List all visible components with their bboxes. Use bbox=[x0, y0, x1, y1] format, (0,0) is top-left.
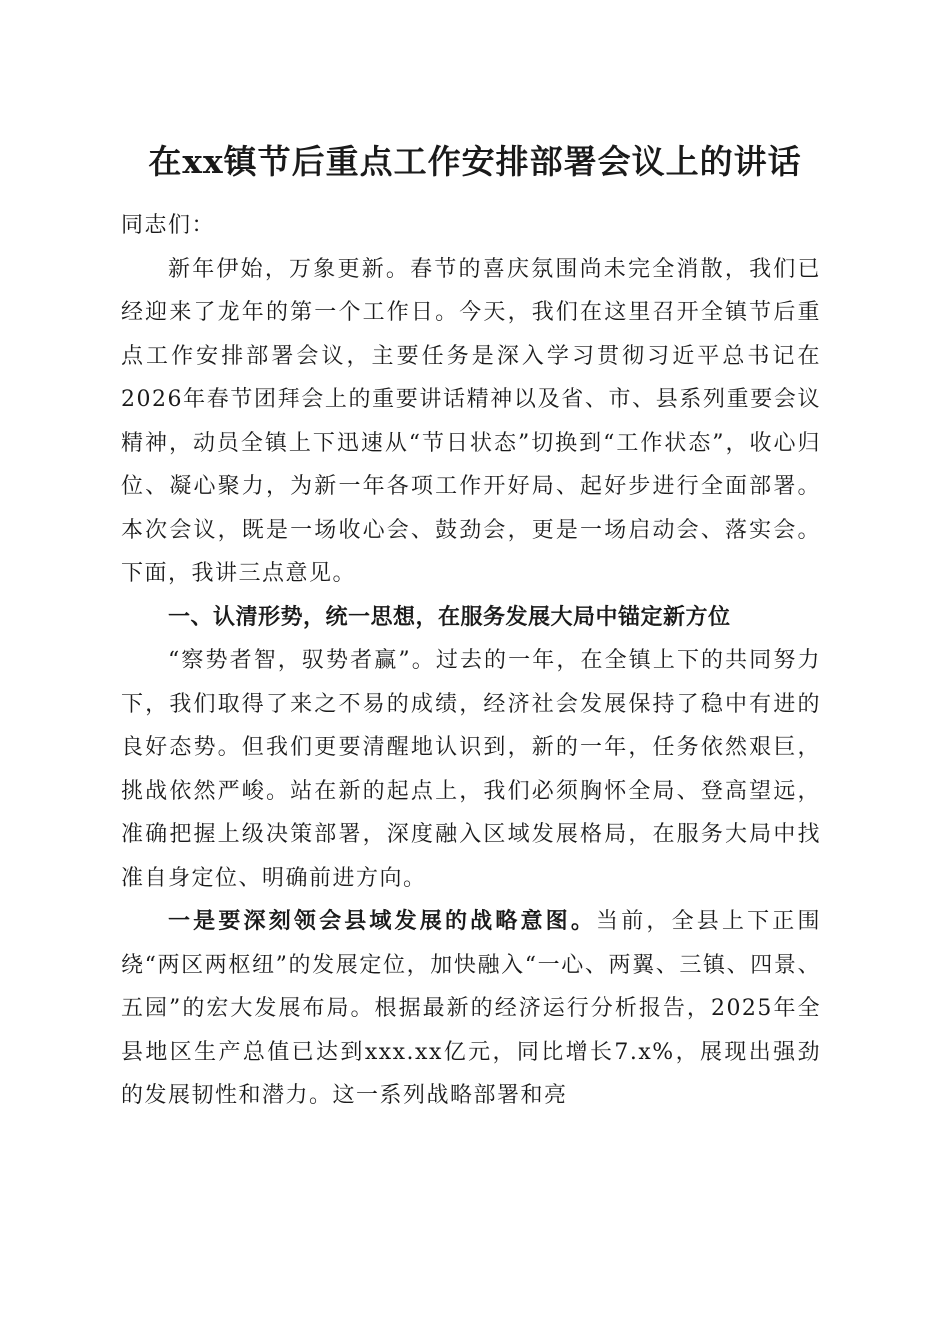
paragraph-continuation: 当前，全县上下正围绕“两区两枢纽”的发展定位，加快融入“一心、两翼、三镇、四景、五园”的宏大发展布局。根据最新的经济运行分析报告，2025年全县地区生产总值已达到xxx.xx亿元，同比增长7.x%，展现出强劲的发展韧性和潜力。这一系列战略部署和亮 bbox=[121, 909, 821, 1108]
paragraph-lead-sentence: 一是要深刻领会县域发展的战略意图。 bbox=[168, 909, 597, 934]
salutation: 同志们： bbox=[121, 213, 216, 238]
document-title: 在xx镇节后重点工作安排部署会议上的讲话 bbox=[148, 142, 802, 181]
paragraph-situation: “察势者智，驭势者赢”。过去的一年，在全镇上下的共同努力下，我们取得了来之不易的成绩，经济社会发展保持了稳中有进的良好态势。但我们更要清醒地认识到，新的一年，任务依然艰巨，挑战依然严峻。站在新的起点上，我们必须胸怀全局、登高望远，准确把握上级决策部署，深度融入区域发展格局，在服务大局中找准自身定位、明确前进方向。 bbox=[121, 648, 821, 891]
paragraph-strategy bbox=[121, 900, 821, 1118]
section-heading-1: 一、认清形势，统一思想，在服务发展大局中锚定新方位 bbox=[168, 604, 731, 630]
paragraph-opening: 新年伊始，万象更新。春节的喜庆氛围尚未完全消散，我们已经迎来了龙年的第一个工作日。今天，我们在这里召开全镇节后重点工作安排部署会议，主要任务是深入学习贯彻习近平总书记在2026年春节团拜会上的重要讲话精神以及省、市、县系列重要会议精神，动员全镇上下迅速从“节日状态”切换到“工作状态”，收心归位、凝心聚力，为新一年各项工作开好局、起好步进行全面部署。本次会议，既是一场收心会、鼓劲会，更是一场启动会、落实会。下面，我讲三点意见。 bbox=[121, 256, 821, 586]
document-body bbox=[121, 204, 821, 1118]
